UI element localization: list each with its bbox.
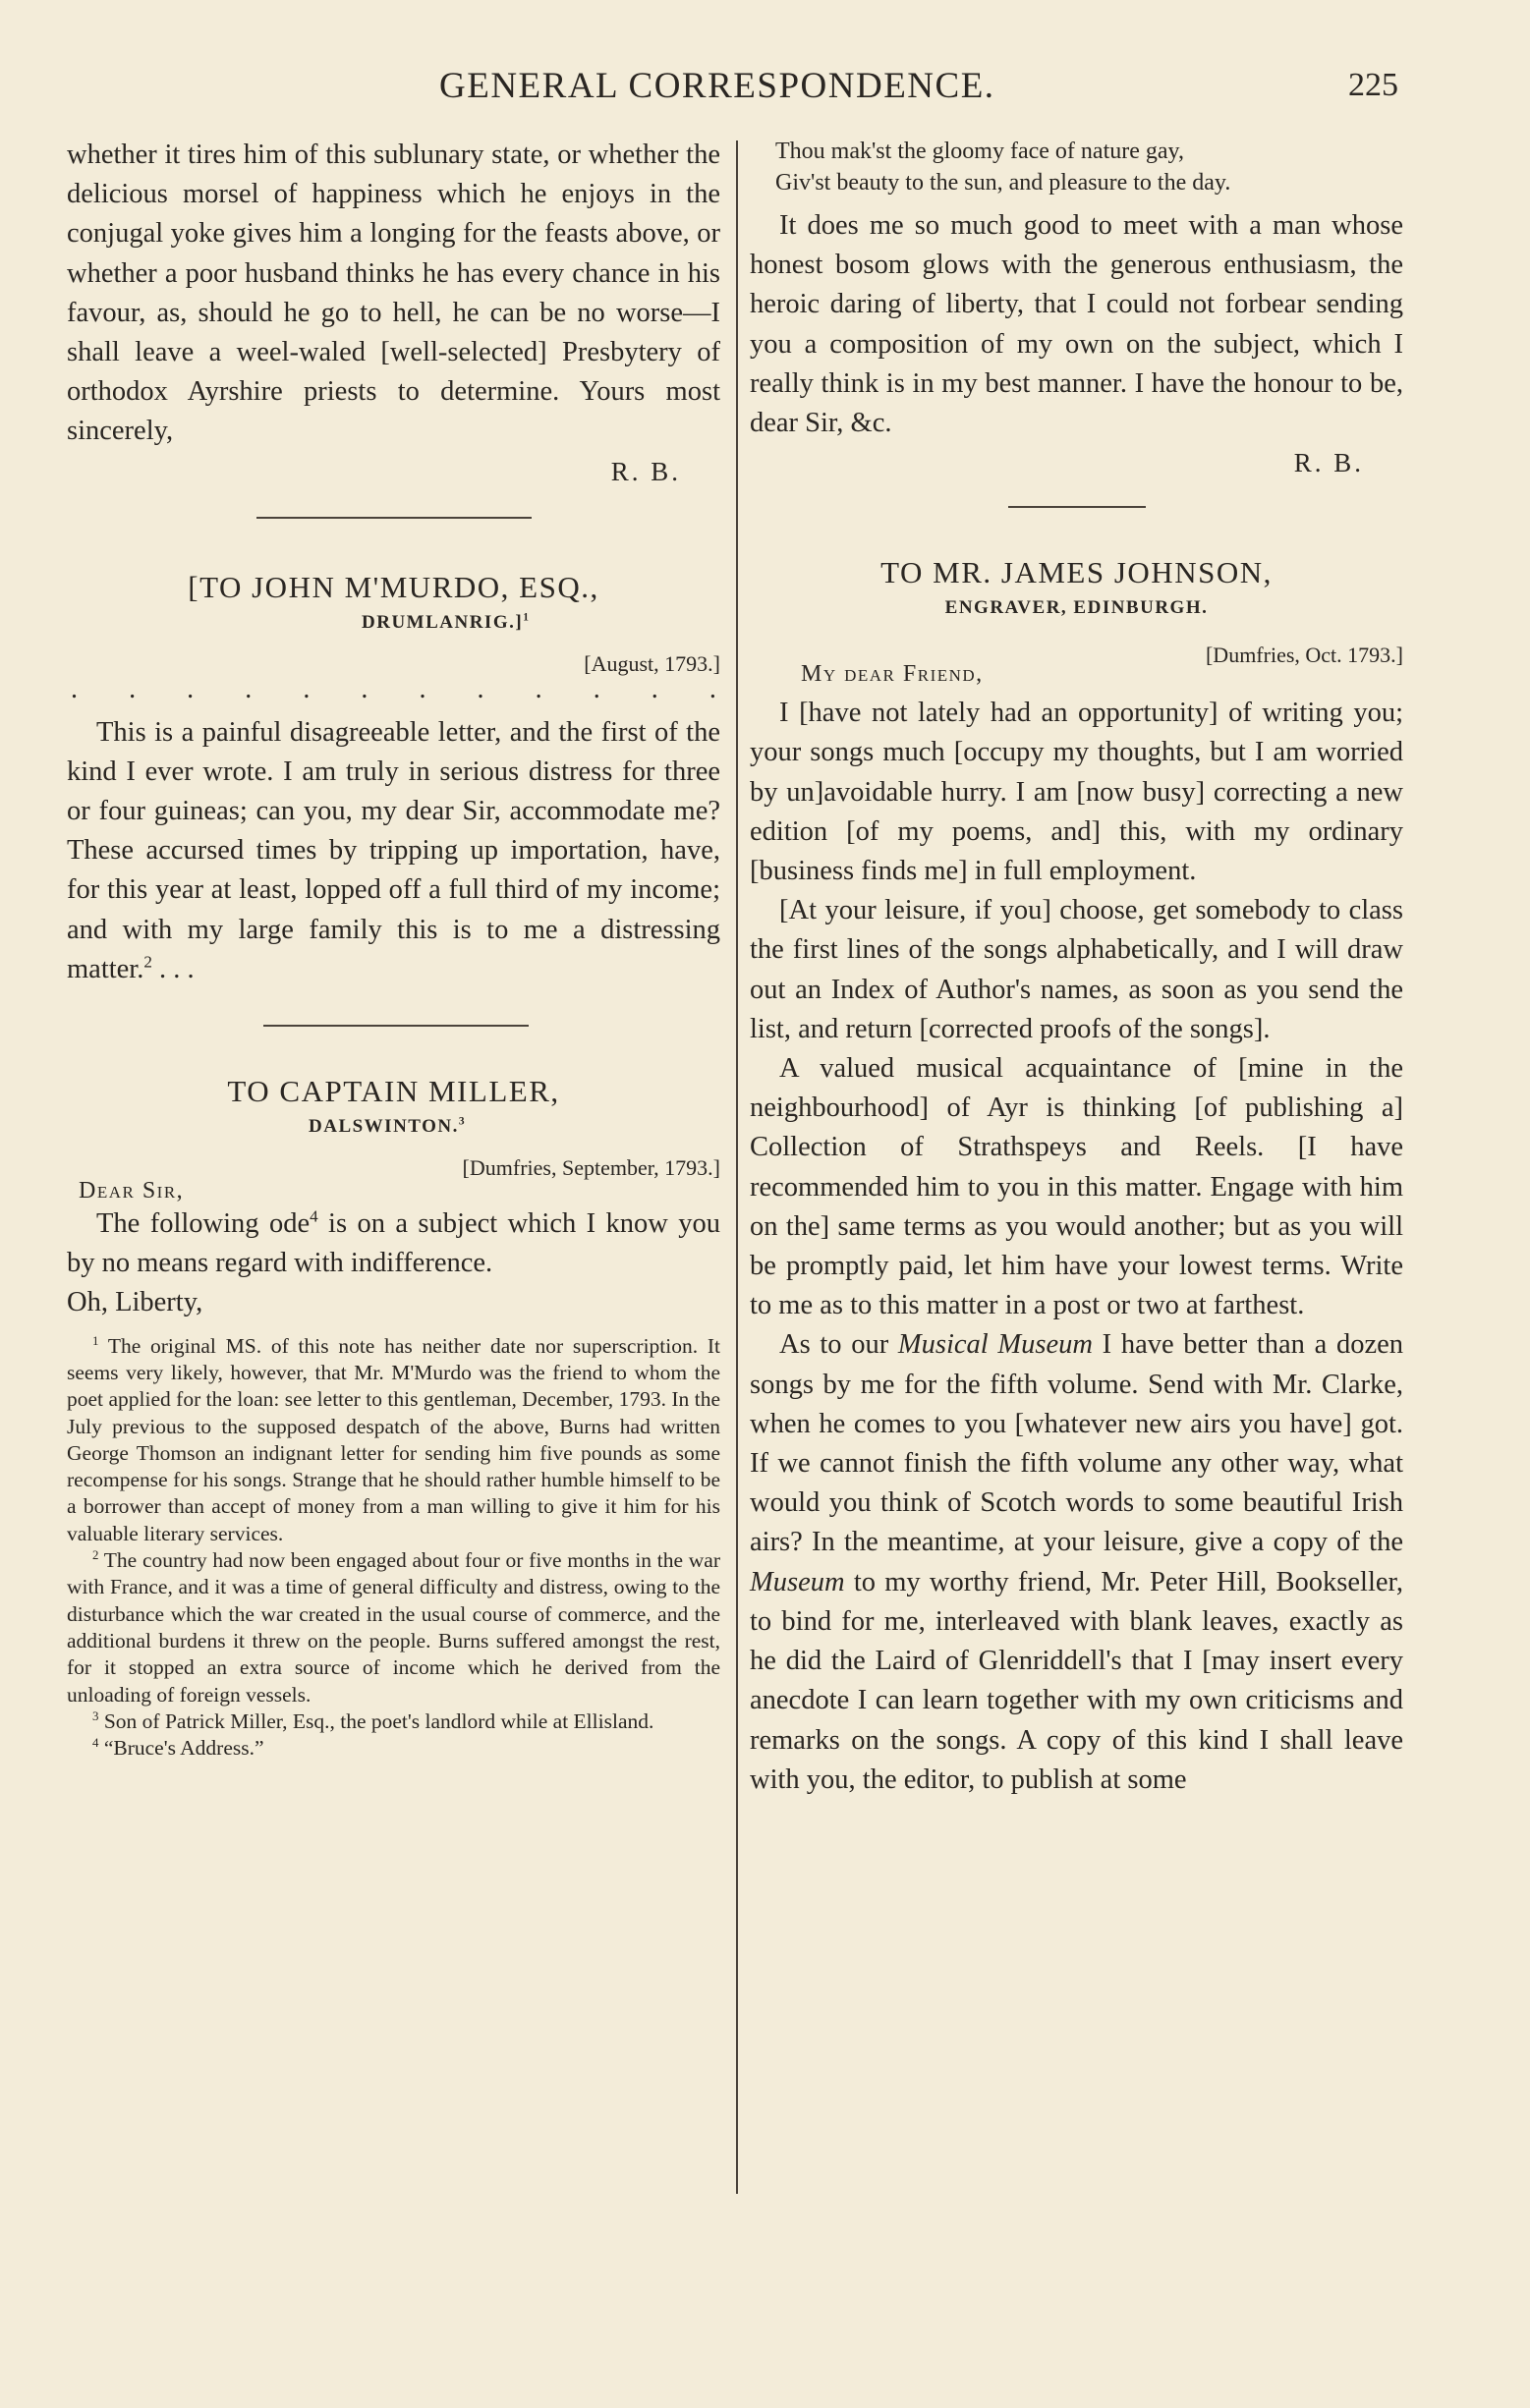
text-run: As to our <box>779 1329 898 1361</box>
footnote <box>67 1333 720 1547</box>
letter-subheading-dalswinton <box>309 1111 720 1143</box>
footnote-num: 2 <box>92 1547 99 1562</box>
closing-paragraph: It does me so much good to meet with a man whose honest bosom glows with the generous enthusiasm, the heroic daring of liberty, that I could not forbear sending you a composition of my own on the subject, which I really think is in my best manner. I have the honour to be, dear Sir, &c. <box>750 210 1403 439</box>
footnote-num: 1 <box>92 1333 99 1348</box>
letter-body-miller <box>67 1204 720 1283</box>
letter-paragraph: A valued musical acquaintance of [mine in the neighbourhood] of Ayr is thinking [of publishing a] Collection of Strathspeys and Reels. [I have recommended him to you in this matter. Engage with him on the] same terms as you would another; but as you will be promptly paid, let him have your lowest terms. Write to me as to this matter in a post or two at farthest. <box>750 1053 1403 1321</box>
subheading-text: DRUMLANRIG.] <box>362 611 524 633</box>
heading-text: TO CAPTAIN MILLER, <box>227 1074 560 1109</box>
salutation: My dear Friend, <box>801 661 984 688</box>
footnote-ref: 2 <box>143 952 152 972</box>
signature-rb: R. B. <box>1293 448 1364 478</box>
verse-line: Oh, Liberty, <box>67 1287 203 1318</box>
body-text: The following ode <box>96 1208 311 1240</box>
letter-heading-miller <box>67 1072 720 1111</box>
letter-date: [August, 1793.] <box>584 650 720 676</box>
footnote-text: Son of Patrick Miller, Esq., the poet's landlord while at Ellisland. <box>103 1708 654 1733</box>
salutation: Dear Sir, <box>79 1178 185 1204</box>
body-text: This is a painful disagreeable letter, and the first of the kind I ever wrote. I am truly in serious distress for three or four guineas; can you, my dear Sir, accommodate me? These accursed times by tripping up importation, have, for this year at least, lopped off a full third of my income; and with my large family this is to me a distressing matter. <box>67 716 720 984</box>
continuation-paragraph: whether it tires him of this sublunary state, or whether the delicious morsel of happiness which he enjoys in the conjugal yoke gives him a longing for the feasts above, or whether a poor husband thinks he has every chance in his favour, as, should he go to hell, he can be no worse—I shall leave a weel-waled [well-selected] Presbytery of orthodox Ayrshire priests to determine. Yours most sincerely, <box>67 140 720 447</box>
page-number: 225 <box>1348 67 1398 103</box>
letter-paragraph: [At your leisure, if you] choose, get somebody to class the first lines of the songs alphabetically, and I will draw out an Index of Author's names, as soon as you send the list, and return [corrected proofs of the songs]. <box>750 895 1403 1044</box>
footnote-text: The original MS. of this note has neither date nor superscription. It seems very likely, however, that Mr. M'Murdo was the friend to whom the poet applied for the loan: see letter to this gentleman, December, 1793. In the July previous to the supposed despatch of the above, Burns had written George Thomson an indignant letter for sending him five pounds as some recompense for his songs. Strange that he should rather humble himself to be a borrower than accept of money from a man willing to give it him for his valuable literary services. <box>67 1333 720 1545</box>
footnotes <box>67 1333 720 1763</box>
body-trailing: . . . <box>151 953 195 984</box>
footnote <box>67 1735 720 1762</box>
running-header <box>0 65 1530 114</box>
verse-line: Thou mak'st the gloomy face of nature gay, <box>775 139 1184 164</box>
text-run: to my worthy friend, Mr. Peter Hill, Bookseller, to bind for me, interleaved with blank leaves, exactly as he did the Laird of Glenriddell's that I [may insert every anecdote I can learn together with my own criticisms and remarks on the songs. A copy of this kind I shall leave with you, the editor, to publish at some <box>750 1566 1403 1795</box>
letter-subheading-engraver: ENGRAVER, EDINBURGH. <box>944 597 1209 619</box>
italic-title: Musical Museum <box>897 1329 1093 1361</box>
letter-heading-johnson: TO MR. JAMES JOHNSON, <box>880 555 1273 590</box>
footnote-ref: 3 <box>458 1115 467 1128</box>
footnote-num: 4 <box>92 1735 99 1750</box>
signature-rb: R. B. <box>610 456 681 486</box>
text-run: I have better than a dozen songs by me for the fifth volume. Send with Mr. Clarke, when he comes to you [whatever new airs you have] got. If we cannot finish the fifth volume any other way, what would you think of Scotch words to some beautiful Irish airs? In the meantime, at your leisure, give a copy of the <box>750 1329 1403 1558</box>
italic-title: Museum <box>750 1566 845 1597</box>
letter-subheading-drumlanrig <box>293 607 720 639</box>
footnote-ref: 1 <box>523 611 531 624</box>
letter-date: [Dumfries, September, 1793.] <box>462 1155 720 1181</box>
subheading-text: DALSWINTON. <box>309 1116 459 1138</box>
running-title: GENERAL CORRESPONDENCE. <box>439 66 995 106</box>
column-divider <box>736 140 738 2194</box>
footnote <box>67 1547 720 1708</box>
heading-text: [TO JOHN M'MURDO, ESQ., <box>188 569 599 604</box>
left-column <box>67 136 720 1762</box>
footnote <box>67 1708 720 1735</box>
footnote-ref: 4 <box>310 1206 318 1226</box>
footnote-text: The country had now been engaged about four or five months in the war with France, and it was a time of general difficulty and distress, owing to the disturbance which the war created in the usual course of commerce, and the additional burdens it threw on the people. Burns suffered amongst the rest, for it stopped an extra source of income which he derived from the unloading of foreign vessels. <box>67 1548 720 1707</box>
footnote-num: 3 <box>92 1708 99 1723</box>
right-column <box>750 136 1403 1800</box>
verse-line: Giv'st beauty to the sun, and pleasure to the day. <box>775 170 1231 196</box>
footnote-text: “Bruce's Address.” <box>103 1736 264 1761</box>
letter-paragraph: I [have not lately had an opportunity] of writing you; your songs much [occupy my thoughts, but I am worried by un]avoidable hurry. I am [now busy] correcting a new edition [of my poems, and] this, with my ordinary [business finds me] in full employment. <box>750 698 1403 887</box>
letter-body-mmurdo <box>67 713 720 989</box>
letter-heading-mmurdo <box>67 568 720 607</box>
letter-paragraph <box>750 1325 1403 1799</box>
ellipsis-row: . . . . . . . . . . . . <box>71 673 716 704</box>
body-text-cont: is on a subject which I know you by no means regard with indifference. <box>67 1208 721 1279</box>
letter-date: [Dumfries, Oct. 1793.] <box>1205 643 1403 668</box>
